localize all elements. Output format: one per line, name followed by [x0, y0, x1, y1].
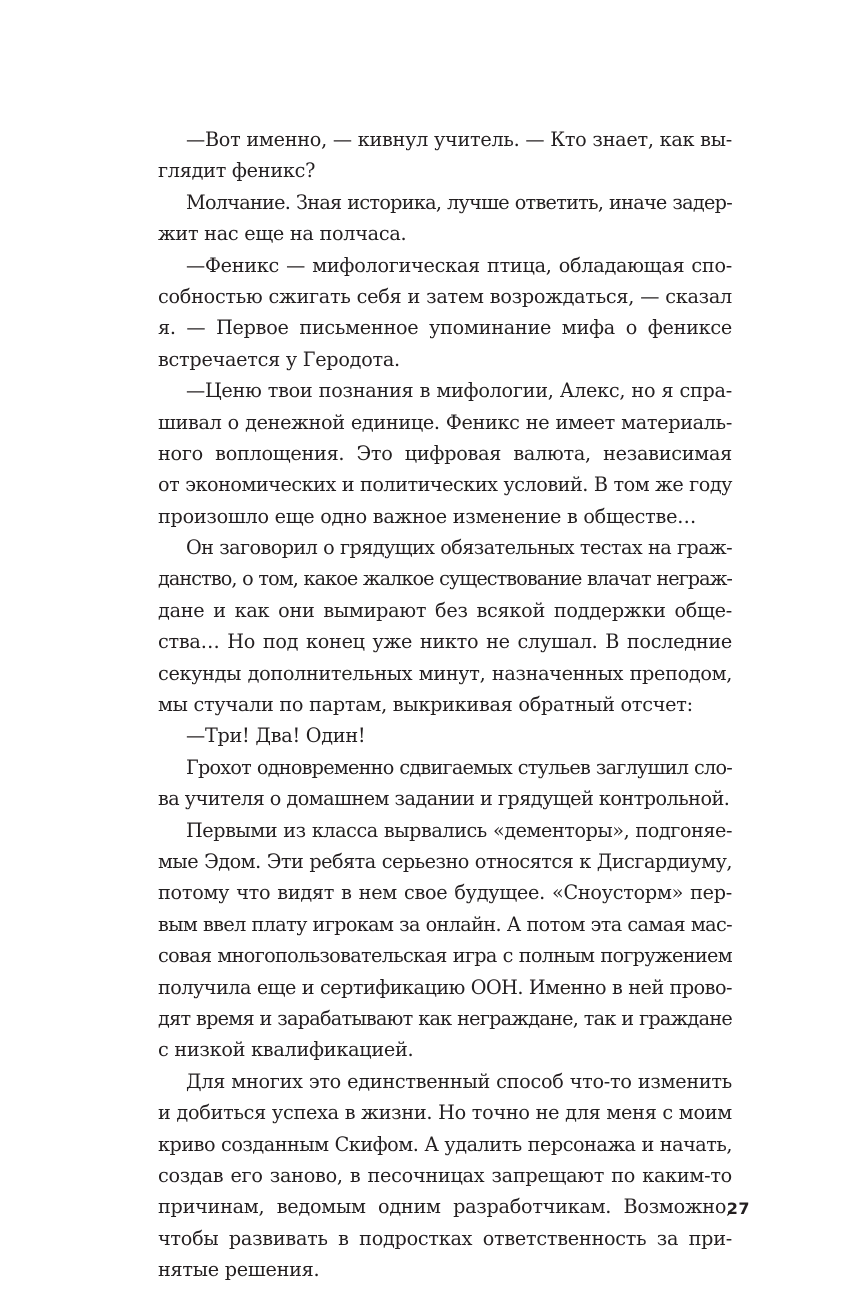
text-line: собностью сжигать себя и затем возрождаться, — сказал — [158, 284, 732, 308]
text-line: Первыми из класса вырвались «дементоры», подгоняе- — [186, 818, 732, 842]
text-line: от экономических и политических условий. В том же году — [158, 473, 732, 497]
text-line: данство, о том, какое жалкое существование влачат неграж- — [158, 567, 732, 591]
text-line: получила еще и сертификацию ООН. Именно в ней прово- — [158, 975, 732, 999]
text-line: нятые решения. — [158, 1258, 320, 1282]
text-line: жит нас еще на полчаса. — [158, 222, 407, 246]
text-line: дане и как они вымирают без всякой поддержки общe- — [158, 598, 732, 622]
body-text — [158, 124, 732, 1285]
text-line: ства… Но под конец уже никто не слушал. В последние — [158, 630, 732, 654]
text-line: глядит феникс? — [158, 159, 316, 183]
text-line: встречается у Геродота. — [158, 347, 400, 371]
text-line: шивал о денежной единице. Феникс не имеет материаль- — [158, 410, 732, 434]
text-line: произошло еще одно важное изменение в обществе… — [158, 504, 697, 528]
text-line: причинам, ведомым одним разработчикам. Возможно, — [158, 1195, 732, 1219]
text-line: Он заговорил о грядущих обязательных тестах на граж- — [186, 536, 732, 560]
text-line: с низкой квалификацией. — [158, 1038, 414, 1062]
page-number: 27 — [726, 1199, 750, 1218]
text-line: я. — Первое письменное упоминание мифа о фениксе — [158, 316, 732, 340]
text-line: дят время и зарабатывают как неграждане, так и граждане — [158, 1006, 732, 1030]
text-line: ва учителя о домашнем задании и грядущей контрольной. — [158, 787, 730, 811]
text-line: мые Эдом. Эти ребята серьезно относятся к Дисгардиуму, — [158, 849, 732, 873]
text-line: ного воплощения. Это цифровая валюта, независимая — [158, 441, 732, 465]
text-line: мы стучали по партам, выкрикивая обратный отсчет: — [158, 693, 693, 717]
text-line: чтобы развивать в подростках ответственность за при- — [158, 1226, 732, 1250]
text-line: вым ввел плату игрокам за онлайн. А потом эта самая мас- — [158, 912, 732, 936]
text-line: Грохот одновременно сдвигаемых стульев заглушил сло- — [186, 755, 732, 779]
text-line: —Вот именно, — кивнул учитель. — Кто знает, как вы- — [186, 128, 732, 151]
text-line: Молчание. Зная историка, лучше ответить, иначе задер- — [186, 190, 732, 214]
text-line: криво созданным Скифом. А удалить персонажа и начать, — [158, 1132, 732, 1156]
text-line: Для многих это единственный способ что-то изменить — [186, 1069, 732, 1093]
text-line: —Феникс — мифологическая птица, обладающая спо- — [186, 253, 732, 277]
text-line: —Ценю твои познания в мифологии, Алекс, но я спра- — [186, 379, 732, 403]
text-line: создав его заново, в песочницах запрещают по каким-то — [158, 1163, 732, 1187]
text-line: совая многопользовательская игра с полным погружением — [158, 944, 732, 968]
text-line: потому что видят в нем свое будущее. «Сноусторм» пер- — [158, 881, 732, 905]
text-line: и добиться успеха в жизни. Но точно не для меня с моим — [158, 1101, 732, 1125]
text-line: секунды дополнительных минут, назначенных преподом, — [158, 661, 732, 685]
text-line: —Три! Два! Один! — [186, 724, 366, 748]
